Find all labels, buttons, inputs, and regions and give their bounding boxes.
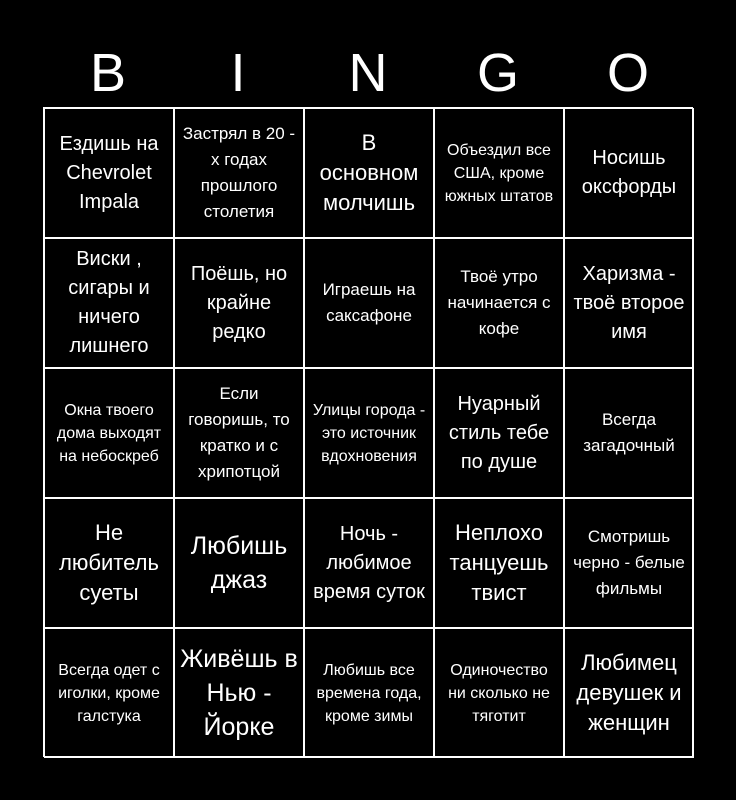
bingo-cell[interactable] <box>174 368 304 498</box>
bingo-cell-text: Окна твоего дома выходят на небоскреб <box>56 401 162 465</box>
header-letter-n: N <box>348 43 388 103</box>
bingo-cell[interactable] <box>304 238 434 368</box>
bingo-cell[interactable] <box>564 108 694 238</box>
bingo-cell-text: Всегда загадочный <box>583 410 675 455</box>
bingo-cell[interactable] <box>564 498 694 628</box>
bingo-cell-text: Одиночество ни сколько не тяготит <box>448 661 550 725</box>
bingo-cell[interactable] <box>304 108 434 238</box>
bingo-cell-text: Не любитель суеты <box>59 520 159 605</box>
bingo-cell[interactable] <box>564 238 694 368</box>
bingo-cell[interactable] <box>304 368 434 498</box>
bingo-cell[interactable] <box>174 498 304 628</box>
bingo-cell[interactable] <box>174 108 304 238</box>
bingo-cell[interactable] <box>174 628 304 758</box>
bingo-cell[interactable] <box>44 628 174 758</box>
bingo-cell[interactable] <box>564 368 694 498</box>
bingo-cell-text: Смотришь черно - белые фильмы <box>573 527 685 598</box>
bingo-cell-text: Играешь на саксафоне <box>322 280 416 325</box>
bingo-cell[interactable] <box>304 628 434 758</box>
bingo-cell-text: Поёшь, но крайне редко <box>190 262 288 343</box>
header-letter-b: B <box>89 43 127 103</box>
bingo-cell-text: Неплохо танцуешь твист <box>449 520 549 605</box>
bingo-cell-text: Объездил все США, кроме южных штатов <box>444 141 554 205</box>
bingo-cell-text: Ездишь на Chevrolet Impala <box>59 132 159 213</box>
bingo-cell-text: Виски , сигары и ничего лишнего <box>68 248 150 357</box>
header-letter-o: O <box>606 43 649 103</box>
bingo-cell[interactable] <box>434 238 564 368</box>
bingo-cell-text: Всегда одет с иголки, кроме галстука <box>58 661 160 725</box>
bingo-cell-text: В основном молчишь <box>319 130 419 215</box>
bingo-cell[interactable] <box>434 498 564 628</box>
bingo-cell-text: Харизма - твоё второе имя <box>573 262 685 343</box>
bingo-card-grid <box>43 107 693 757</box>
bingo-cell-text: Любишь все времена года, кроме зимы <box>316 661 422 725</box>
bingo-cell[interactable] <box>44 238 174 368</box>
bingo-cell[interactable] <box>434 628 564 758</box>
bingo-cell-text: Ночь - любимое время суток <box>313 522 425 603</box>
bingo-header <box>43 40 693 106</box>
bingo-cell[interactable] <box>434 108 564 238</box>
bingo-cell[interactable] <box>44 108 174 238</box>
bingo-cell-text: Носишь оксфорды <box>581 147 677 198</box>
bingo-cell[interactable] <box>174 238 304 368</box>
bingo-cell[interactable] <box>434 368 564 498</box>
bingo-cell[interactable] <box>564 628 694 758</box>
bingo-cell-text: Любимец девушек и женщин <box>576 650 682 735</box>
bingo-cell[interactable] <box>44 368 174 498</box>
bingo-cell-text: Если говоришь, то кратко и с хрипотцой <box>188 384 290 481</box>
bingo-cell-text: Любишь джаз <box>190 532 288 594</box>
bingo-cell-text: Нуарный стиль тебе по душе <box>448 392 550 473</box>
bingo-cell-text: Твоё утро начинается с кофе <box>447 267 551 338</box>
header-letter-i: I <box>230 43 246 103</box>
bingo-cell-text: Улицы города - это источник вдохновения <box>312 401 426 465</box>
bingo-cell-text: Застрял в 20 - х годах прошлого столетия <box>182 124 296 221</box>
bingo-cell[interactable] <box>44 498 174 628</box>
bingo-cell[interactable] <box>304 498 434 628</box>
header-letter-g: G <box>476 43 519 103</box>
bingo-cell-text: Живёшь в Нью - Йорке <box>180 645 298 741</box>
